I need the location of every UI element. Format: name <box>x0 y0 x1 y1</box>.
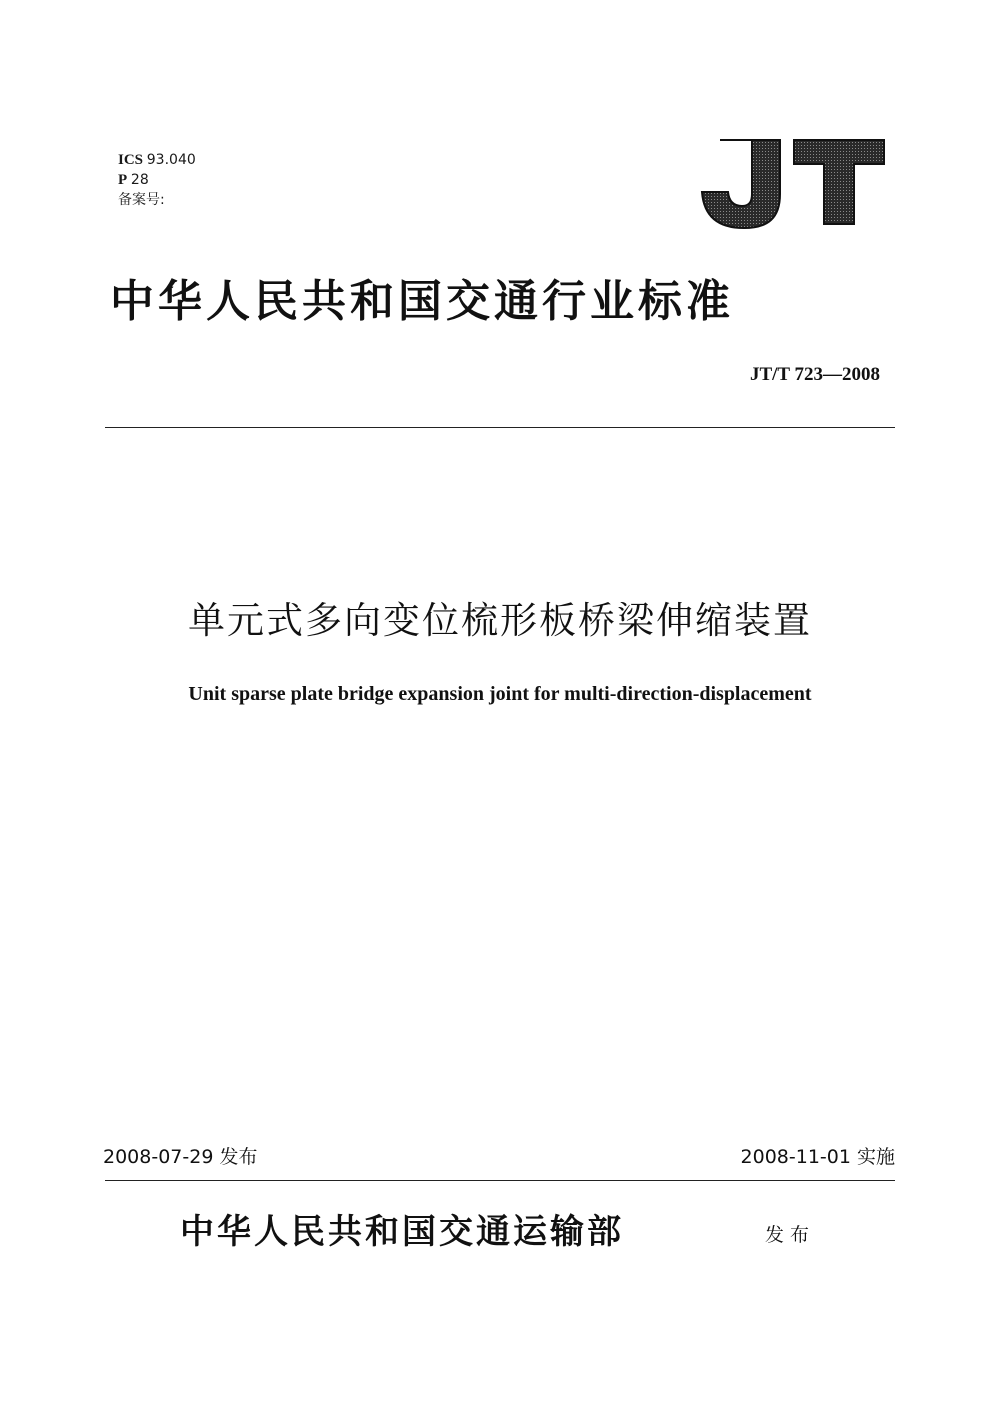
ics-line <box>118 150 196 170</box>
publisher-name: 中华人民共和国交通运输部 <box>180 1212 624 1252</box>
bottom-divider <box>105 1180 895 1181</box>
ics-value: 93.040 <box>146 152 196 168</box>
ccs-label: P <box>118 172 128 188</box>
filing-line <box>118 190 196 210</box>
jt-logo <box>692 132 892 232</box>
publish-action: 发布 <box>765 1224 816 1246</box>
document-title-chinese: 单元式多向变位梳形板桥梁伸缩装置 <box>188 599 812 642</box>
ccs-line <box>118 170 196 190</box>
document-title-english: Unit sparse plate bridge expansion joint for multi-direction-displacement <box>188 683 812 705</box>
issue-date: 2008-07-29 发布 <box>103 1146 258 1168</box>
logo-letter-j <box>702 140 780 228</box>
classification-block <box>118 150 196 210</box>
implementation-date: 2008-11-01 实施 <box>740 1146 895 1168</box>
standard-code: JT/T 723—2008 <box>749 364 880 385</box>
ics-label: ICS <box>118 152 144 168</box>
ccs-value: 28 <box>130 172 149 188</box>
industry-standard-title: 中华人民共和国交通行业标准 <box>110 276 734 327</box>
filing-label: 备案号: <box>118 192 165 208</box>
top-divider <box>105 427 895 428</box>
logo-letter-t <box>794 140 884 224</box>
